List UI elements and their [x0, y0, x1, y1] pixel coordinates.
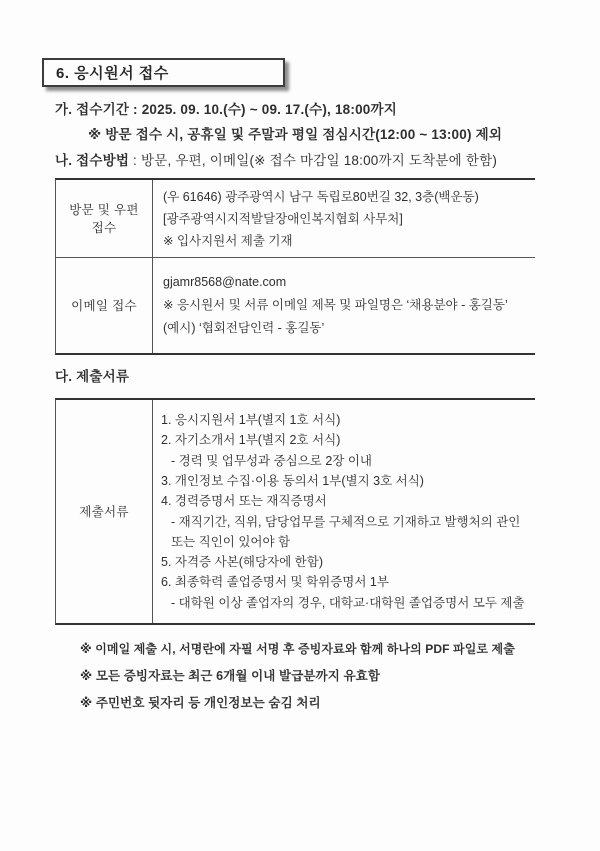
- row-header-line: 방문 및 우편: [69, 202, 139, 217]
- document-item: 2. 자기소개서 1부(별지 2호 서식): [161, 433, 341, 448]
- section-title: 6. 응시원서 접수: [56, 65, 169, 82]
- documents-heading: 다. 제출서류: [55, 369, 130, 384]
- row-header-line: 이메일 접수: [71, 298, 137, 313]
- address-line: (우 61646) 광주광역시 남구 독립로80번길 32, 3층(백운동): [163, 189, 479, 204]
- reception-method-label: 나. 접수방법: [55, 153, 130, 168]
- row-content-visit-mail: [153, 180, 535, 257]
- row-header-visit-mail: [56, 180, 153, 257]
- email-note-line: ※ 응시원서 및 서류 이메일 제목 및 파일명은 ‘채용분야 - 홍길동’: [163, 298, 508, 312]
- document-item: 1. 응시지원서 1부(별지 1호 서식): [161, 413, 341, 428]
- document-item: 5. 자격증 사본(해당자에 한함): [161, 555, 323, 570]
- reception-table: [55, 178, 535, 355]
- reception-period-note: ※ 방문 접수 시, 공휴일 및 주말과 평일 점심시간(12:00 ~ 13:00) 제외: [88, 127, 503, 142]
- email-example-line: (예시) ‘협회전담인력 - 홍길동’: [163, 321, 325, 335]
- email-address: gjamr8568@nate.com: [163, 275, 287, 289]
- row-content-documents: [153, 400, 535, 623]
- row-header-email: [56, 258, 153, 353]
- note-line: ※ 입사지원서 제출 기재: [163, 233, 293, 248]
- table-row-visit-mail: [56, 180, 535, 257]
- document-subitem: - 대학원 이상 졸업자의 경우, 대학교·대학원 졸업증명서 모두 제출: [171, 595, 525, 610]
- document-item: 4. 경력증명서 또는 재직증명서: [161, 494, 327, 509]
- row-content-email: [153, 258, 535, 353]
- document-subitem: - 재직기간, 직위, 담당업무를 구체적으로 기재하고 발행처의 관인: [171, 514, 521, 529]
- reception-period-line: 가. 접수기간 : 2025. 09. 10.(수) ~ 09. 17.(수), 18:00까지: [55, 102, 397, 117]
- footnote-pdf-submission: ※ 이메일 제출 시, 서명란에 자필 서명 후 증빙자료와 함께 하나의 PDF 파일로 제출: [80, 642, 515, 656]
- table-row-email: [56, 257, 535, 353]
- row-header-line: 접수: [91, 220, 117, 235]
- row-header-line: 제출서류: [79, 504, 129, 519]
- footnote-validity: ※ 모든 증빙자료는 최근 6개월 이내 발급분까지 유효함: [80, 669, 380, 683]
- reception-method-line: [55, 152, 497, 169]
- reception-method-value: : 방문, 우편, 이메일(※ 접수 마감일 18:00까지 도착분에 한함): [129, 153, 498, 168]
- document-item: 6. 최종학력 졸업증명서 및 학위증명서 1부: [161, 575, 389, 590]
- row-header-documents: [56, 400, 153, 623]
- office-line: [광주광역시지적발달장애인복지협회 사무처]: [163, 211, 403, 226]
- documents-table: [55, 398, 535, 625]
- document-item: 3. 개인정보 수집·이용 동의서 1부(별지 3호 서식): [161, 473, 424, 488]
- footnote-privacy: ※ 주민번호 뒷자리 등 개인정보는 숨김 처리: [80, 696, 321, 710]
- document-subitem-continuation: 또는 직인이 있어야 함: [171, 534, 291, 549]
- section-title-box: [42, 58, 285, 87]
- table-row-documents: [56, 400, 535, 623]
- document-subitem: - 경력 및 업무성과 중심으로 2장 이내: [171, 453, 373, 468]
